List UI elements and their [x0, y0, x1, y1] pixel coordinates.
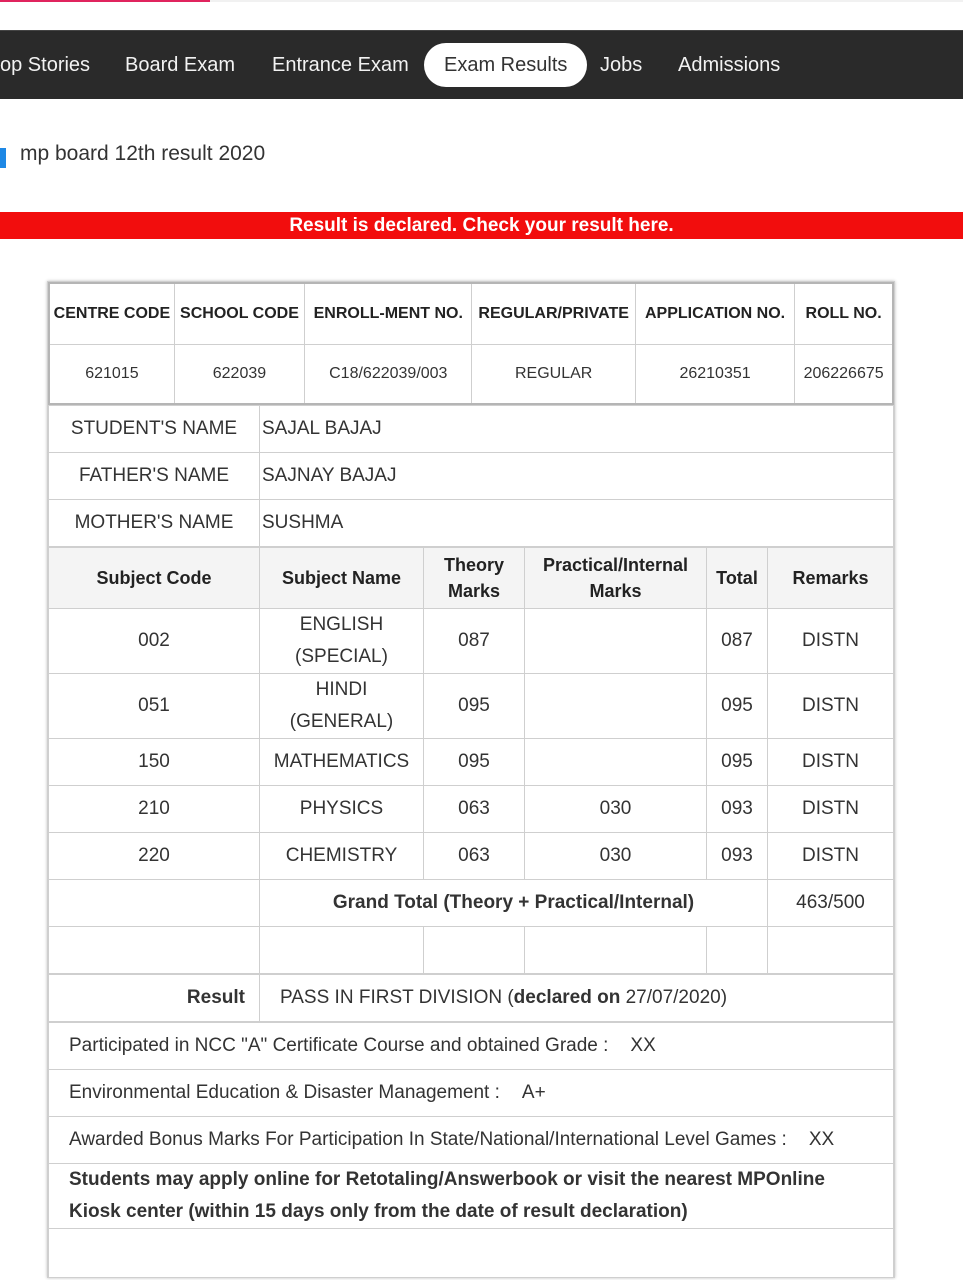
header-centre-code: CENTRE CODE — [49, 283, 174, 345]
total-marks: 093 — [707, 833, 768, 880]
regular-private: REGULAR — [472, 345, 635, 405]
header-regular-private: REGULAR/PRIVATE — [472, 283, 635, 345]
header-application-no: APPLICATION NO. — [635, 283, 794, 345]
remarks: DISTN — [768, 833, 894, 880]
theory-marks: 095 — [424, 674, 525, 739]
remarks: DISTN — [768, 739, 894, 786]
empty-row — [49, 927, 894, 974]
header-subject-code: Subject Code — [49, 548, 260, 609]
nav-top-stories[interactable]: op Stories — [0, 54, 91, 76]
top-accent-line — [0, 0, 210, 2]
subject-code: 150 — [49, 739, 260, 786]
result-table — [48, 974, 894, 1022]
advice-text: Students may apply online for Retotaling/Answerbook or visit the nearest MPOnline Kiosk center (within 15 days only from the date of result declaration) — [49, 1164, 894, 1229]
ncc-label: Participated in NCC "A" Certificate Course and obtained Grade : — [69, 1035, 609, 1056]
grand-total-label: Grand Total (Theory + Practical/Internal) — [260, 880, 768, 927]
main-nav — [0, 30, 963, 99]
subject-code: 002 — [49, 609, 260, 674]
total-marks: 095 — [707, 674, 768, 739]
env-grade: A+ — [521, 1082, 546, 1103]
header-remarks: Remarks — [768, 548, 894, 609]
ncc-row — [49, 1023, 894, 1070]
env-label: Environmental Education & Disaster Management : — [69, 1082, 500, 1103]
empty-row — [49, 1229, 894, 1278]
student-name: SAJAL BAJAJ — [260, 406, 894, 453]
practical-marks: 030 — [525, 833, 707, 880]
table-row — [49, 674, 894, 739]
theory-marks: 063 — [424, 786, 525, 833]
header-total: Total — [707, 548, 768, 609]
result-card — [47, 281, 895, 1278]
theory-marks: 087 — [424, 609, 525, 674]
bonus-row — [49, 1117, 894, 1164]
table-row — [49, 739, 894, 786]
header-enrollment-no: ENROLL-MENT NO. — [305, 283, 472, 345]
father-name: SAJNAY BAJAJ — [260, 453, 894, 500]
subject-name: PHYSICS — [260, 786, 424, 833]
marks-table — [48, 547, 894, 974]
mother-name-label: MOTHER'S NAME — [49, 500, 260, 547]
table-row — [49, 833, 894, 880]
student-info-table — [48, 405, 894, 547]
title-accent — [0, 148, 6, 168]
env-row — [49, 1070, 894, 1117]
total-marks: 093 — [707, 786, 768, 833]
school-code: 622039 — [174, 345, 304, 405]
mother-name: SUSHMA — [260, 500, 894, 547]
practical-marks — [525, 739, 707, 786]
grand-total-spacer — [49, 880, 260, 927]
theory-marks: 095 — [424, 739, 525, 786]
ncc-grade: XX — [630, 1035, 656, 1056]
subject-code: 210 — [49, 786, 260, 833]
remarks: DISTN — [768, 609, 894, 674]
header-roll-no: ROLL NO. — [795, 283, 893, 345]
header-subject-name: Subject Name — [260, 548, 424, 609]
enrollment-no: C18/622039/003 — [305, 345, 472, 405]
header-school-code: SCHOOL CODE — [174, 283, 304, 345]
candidate-table — [48, 282, 894, 405]
roll-no: 206226675 — [795, 345, 893, 405]
practical-marks: 030 — [525, 786, 707, 833]
grand-total-row — [49, 880, 894, 927]
nav-entrance-exam[interactable]: Entrance Exam — [272, 54, 409, 76]
practical-marks — [525, 674, 707, 739]
nav-exam-results[interactable]: Exam Results — [424, 43, 587, 87]
total-marks: 095 — [707, 739, 768, 786]
application-no: 26210351 — [635, 345, 794, 405]
bonus-label: Awarded Bonus Marks For Participation In State/National/International Level Games : — [69, 1129, 787, 1150]
subject-code: 051 — [49, 674, 260, 739]
subject-name: HINDI (GENERAL) — [260, 674, 424, 739]
bonus-value: XX — [808, 1129, 835, 1150]
result-declared-banner[interactable]: Result is declared. Check your result here. — [0, 212, 963, 239]
subject-name: MATHEMATICS — [260, 739, 424, 786]
subject-code: 220 — [49, 833, 260, 880]
father-name-label: FATHER'S NAME — [49, 453, 260, 500]
notes-table — [48, 1022, 894, 1278]
result-label: Result — [49, 975, 260, 1022]
theory-marks: 063 — [424, 833, 525, 880]
table-row — [49, 609, 894, 674]
header-theory-marks: Theory Marks — [424, 548, 525, 609]
remarks: DISTN — [768, 674, 894, 739]
header-practical-marks: Practical/Internal Marks — [525, 548, 707, 609]
total-marks: 087 — [707, 609, 768, 674]
practical-marks — [525, 609, 707, 674]
page-title: mp board 12th result 2020 — [20, 142, 266, 165]
result-value: PASS IN FIRST DIVISION (declared on 27/07/2020) — [260, 975, 894, 1022]
nav-admissions[interactable]: Admissions — [678, 54, 781, 76]
table-row — [49, 786, 894, 833]
subject-name: ENGLISH (SPECIAL) — [260, 609, 424, 674]
nav-board-exam[interactable]: Board Exam — [125, 54, 236, 76]
subject-name: CHEMISTRY — [260, 833, 424, 880]
top-line — [210, 0, 963, 2]
remarks: DISTN — [768, 786, 894, 833]
nav-jobs[interactable]: Jobs — [600, 54, 643, 76]
student-name-label: STUDENT'S NAME — [49, 406, 260, 453]
centre-code: 621015 — [49, 345, 174, 405]
grand-total-value: 463/500 — [768, 880, 894, 927]
